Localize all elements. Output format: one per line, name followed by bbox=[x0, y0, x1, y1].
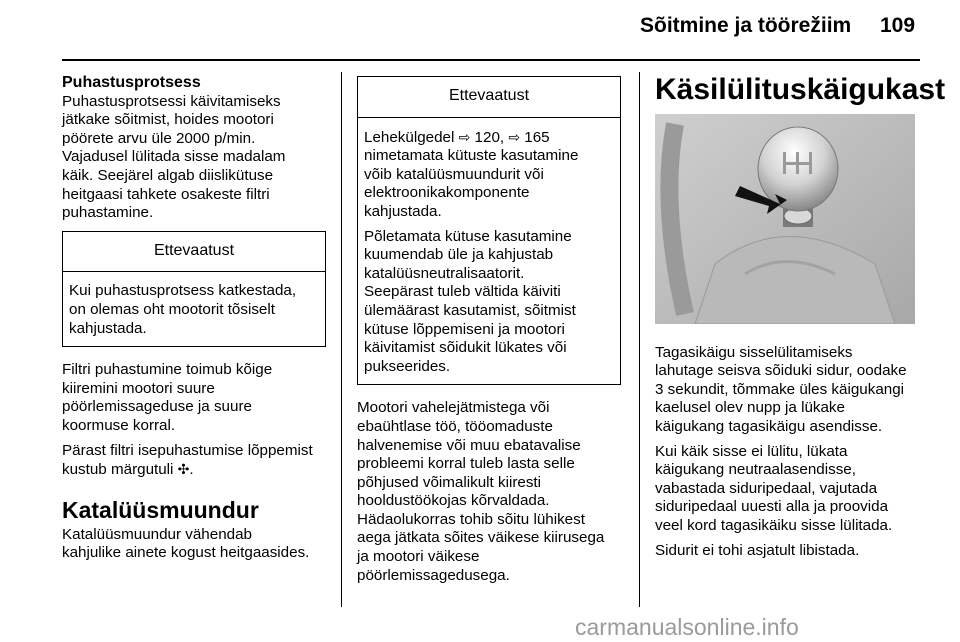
column-divider bbox=[341, 72, 342, 607]
left-column bbox=[62, 74, 326, 569]
misfire-paragraph: Mootori vahelejätmistega või ebaühtlase töö, tööomaduste halvenemise või muu ebatavalise probleemi korral tuleb lasta selle põhjused võimalikult kiiresti hooldustöökojas kõrvaldada. Hädaolukorras tohib sõitu lühikest aega jätkata sõites väikese kiirusega ja mootori väikese pöörlemissagedusega. bbox=[357, 399, 605, 584]
purge-heading: Puhastusprotsess bbox=[62, 74, 201, 91]
manual-gearbox-heading: Käsilülituskäigukast bbox=[655, 73, 946, 106]
warning-box-body bbox=[358, 118, 620, 385]
warning-box-title: Ettevaatust bbox=[63, 232, 325, 273]
clutch-paragraph: Sidurit ei tohi asjatult libistada. bbox=[655, 541, 860, 559]
reverse-gear-paragraph: Tagasikäigu sisselülitamiseks lahutage seisva sõiduki sidur, oodake 3 sekundit, tõmmake üles käigukangi kaelusel olev nupp ja lükake käigukang tagasikäigu asendisse. bbox=[655, 343, 907, 435]
page-reference-arrow-icon: ⇨ bbox=[508, 128, 521, 145]
warning-box-body bbox=[63, 272, 325, 346]
page-reference-arrow-icon: ⇨ bbox=[458, 128, 471, 145]
indicator-paragraph bbox=[62, 442, 326, 480]
unburnt-fuel-warning-text: Põletamata kütuse kasutamine kuumendab üle ja kahjustab katalüüsneutralisaatorit. Seepärast tuleb vältida käiviti ülemäärast kasutamist, sõitmist kütuse lõppemiseni ja mootori käivitamist sõidukit lükates või pukseerides. bbox=[364, 227, 576, 375]
warning-text-part: Lehekülgedel bbox=[364, 128, 459, 146]
watermark: carmanualsonline.info bbox=[575, 614, 799, 640]
indicator-paragraph-text: Pärast filtri isepuhastumise lõppemist kustub märgutuli bbox=[62, 441, 313, 479]
column-divider bbox=[639, 72, 640, 607]
middle-column bbox=[357, 74, 621, 591]
purge-text: Puhastusprotsessi käivitamiseks jätkake sõitmist, hoides mootori pöörete arvu üle 2000 p/min. Vajadusel lülitada sisse madalam käik. Seejärel algab diislikütuse heitgaasi tahkete osakeste filtri puhastamine. bbox=[62, 92, 286, 222]
filter-cleaning-paragraph: Filtri puhastumine toimub kõige kiiremini mootori suure pöörlemissageduse ja suure koormuse korral. bbox=[62, 361, 273, 434]
gear-lever-illustration bbox=[655, 114, 915, 324]
indicator-paragraph-end: . bbox=[189, 461, 194, 479]
page-number: 109 bbox=[880, 14, 916, 37]
filter-warning-light-icon: ✣ bbox=[177, 461, 190, 478]
catalyst-heading: Katalüüsmuundur bbox=[62, 496, 259, 523]
header-divider bbox=[62, 59, 920, 61]
warning-box-title: Ettevaatust bbox=[358, 77, 620, 118]
page-reference: 120, bbox=[470, 128, 509, 146]
warning-text: Kui puhastusprotsess katkestada, on olemas oht mootorit tõsiselt kahjustada. bbox=[69, 282, 297, 337]
fuel-warning-text bbox=[364, 128, 614, 222]
warning-box bbox=[357, 76, 621, 385]
gear-fail-paragraph: Kui käik sisse ei lülitu, lükata käigukang neutraalasendisse, vabastada siduripedaal, vajutada siduripedaal uuesti alla ja proovida veel kord tagasikäiku sisse lülitada. bbox=[655, 442, 893, 534]
warning-box bbox=[62, 231, 326, 347]
catalyst-text: Katalüüsmuundur vähendab kahjulike ainete kogust heitgaasides. bbox=[62, 525, 310, 562]
right-column bbox=[655, 72, 946, 566]
page-header-title: Sõitmine ja töörežiim bbox=[640, 14, 852, 37]
warning-text-part: 165 nimetamata kütuste kasutamine võib katalüüsmuundurit või elektroonikakomponente kahjustada. bbox=[364, 128, 579, 220]
